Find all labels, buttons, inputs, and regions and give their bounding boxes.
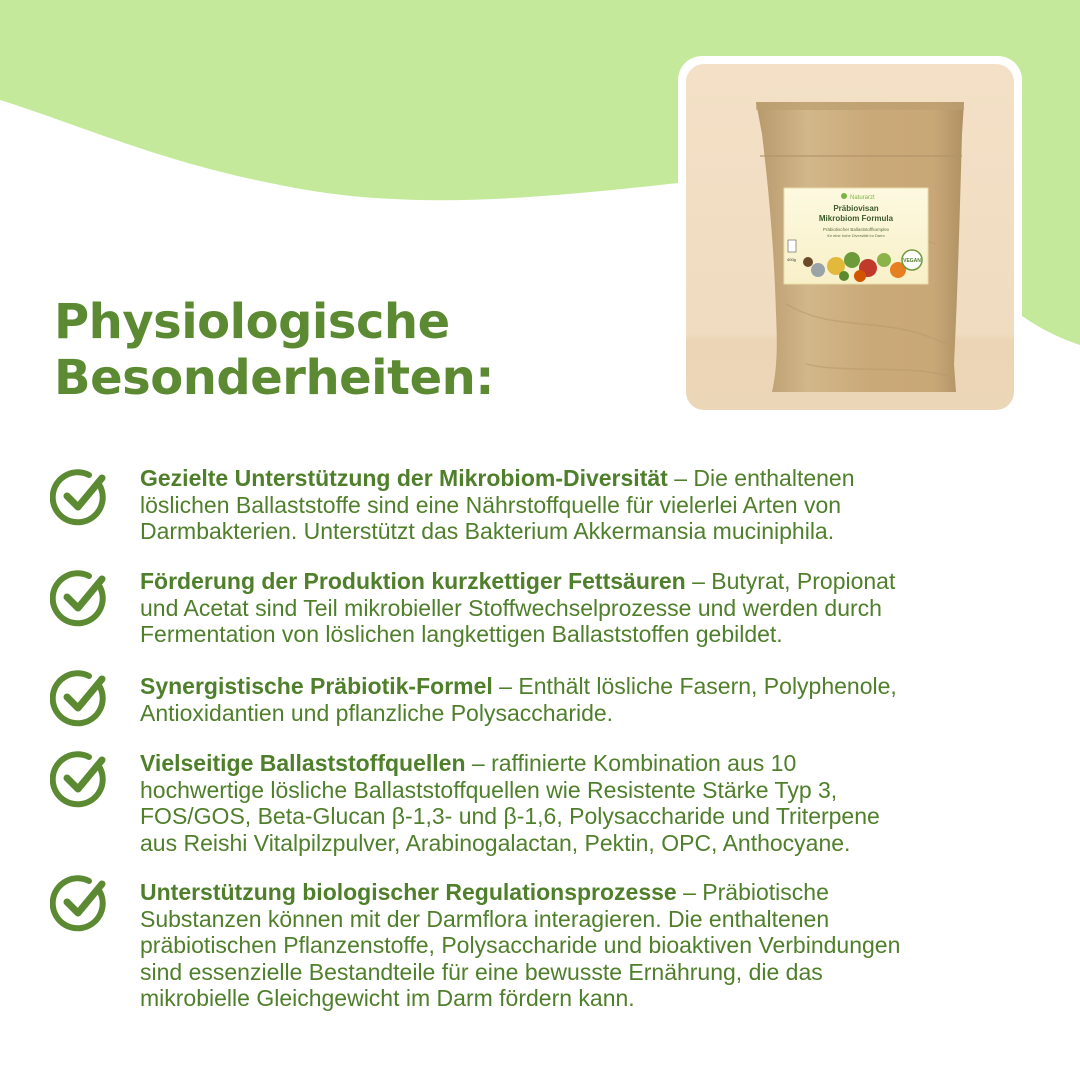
feature-heading: Förderung der Produktion kurzkettiger Fettsäuren	[140, 568, 686, 594]
page-title-line1: Physiologische	[54, 294, 450, 350]
feature-description: hochwertige lösliche Ballaststoffquellen wie Resistente Stärke Typ 3,	[140, 776, 838, 803]
feature-description: aus Reishi Vitalpilzpulver, Arabinogalactan, Pektin, OPC, Anthocyane.	[140, 829, 851, 856]
feature-description: Fermentation von löslichen langkettigen Ballaststoffen gebildet.	[140, 621, 783, 647]
feature-description: FOS/GOS, Beta-Glucan β-1,3- und β-1,6, Polysaccharide und Triterpene	[140, 803, 880, 829]
product-subtitle-line2: für eine hohe Diversität im Darm	[827, 233, 885, 238]
feature-description: sind essenzielle Bestandteile für eine bewusste Ernährung, die das	[140, 958, 823, 985]
product-subtitle-line1: Präbiotischer Ballaststoffkomplex	[822, 227, 890, 232]
feature-text	[140, 568, 1040, 648]
vegan-badge: VEGAN	[903, 258, 921, 264]
feature-description: löslichen Ballaststoffe sind eine Nährstoffquelle für vielerlei Arten von	[140, 491, 842, 518]
product-weight: 400g	[787, 257, 796, 262]
feature-description: präbiotischen Pflanzenstoffe, Polysaccharide und bioaktiven Verbindungen	[140, 932, 901, 958]
feature-description: und Acetat sind Teil mikrobieller Stoffwechselprozesse und werden durch	[140, 594, 882, 621]
feature-description: – Präbiotische	[676, 879, 829, 905]
feature-description: Substanzen können mit der Darmflora interagieren. Die enthaltenen	[140, 905, 830, 932]
check-circle-icon	[50, 567, 112, 629]
feature-heading: Unterstützung biologischer Regulationsprozesse	[140, 879, 677, 905]
check-circle-icon	[50, 748, 112, 810]
feature-description: Darmbakterien. Unterstützt das Bakterium Akkermansia muciniphila.	[140, 518, 835, 544]
feature-text	[140, 673, 1040, 726]
feature-description: – Die enthaltenen	[667, 465, 855, 491]
product-name-line2: Mikrobiom Formula	[818, 214, 894, 223]
page-title-line2: Besonderheiten:	[54, 350, 494, 406]
feature-description: – Enthält lösliche Fasern, Polyphenole,	[492, 673, 897, 699]
feature-heading: Synergistische Präbiotik-Formel	[140, 673, 493, 699]
feature-description: mikrobielle Gleichgewicht im Darm fördern kann.	[140, 985, 635, 1011]
feature-description: – raffinierte Kombination aus 10	[465, 750, 797, 776]
feature-heading: Vielseitige Ballaststoffquellen	[140, 750, 466, 776]
check-circle-icon	[50, 466, 112, 528]
check-circle-icon	[50, 667, 112, 729]
feature-description: – Butyrat, Propionat	[685, 568, 896, 594]
product-name-line1: Präbiovisan	[833, 204, 879, 213]
feature-text	[140, 465, 1040, 545]
feature-heading: Gezielte Unterstützung der Mikrobiom-Diversität	[140, 465, 668, 491]
product-brand: Naturarzt	[850, 195, 875, 201]
feature-description: Antioxidantien und pflanzliche Polysaccharide.	[140, 699, 614, 726]
feature-text	[140, 879, 1040, 1012]
feature-text	[140, 750, 1040, 856]
check-circle-icon	[50, 872, 112, 934]
